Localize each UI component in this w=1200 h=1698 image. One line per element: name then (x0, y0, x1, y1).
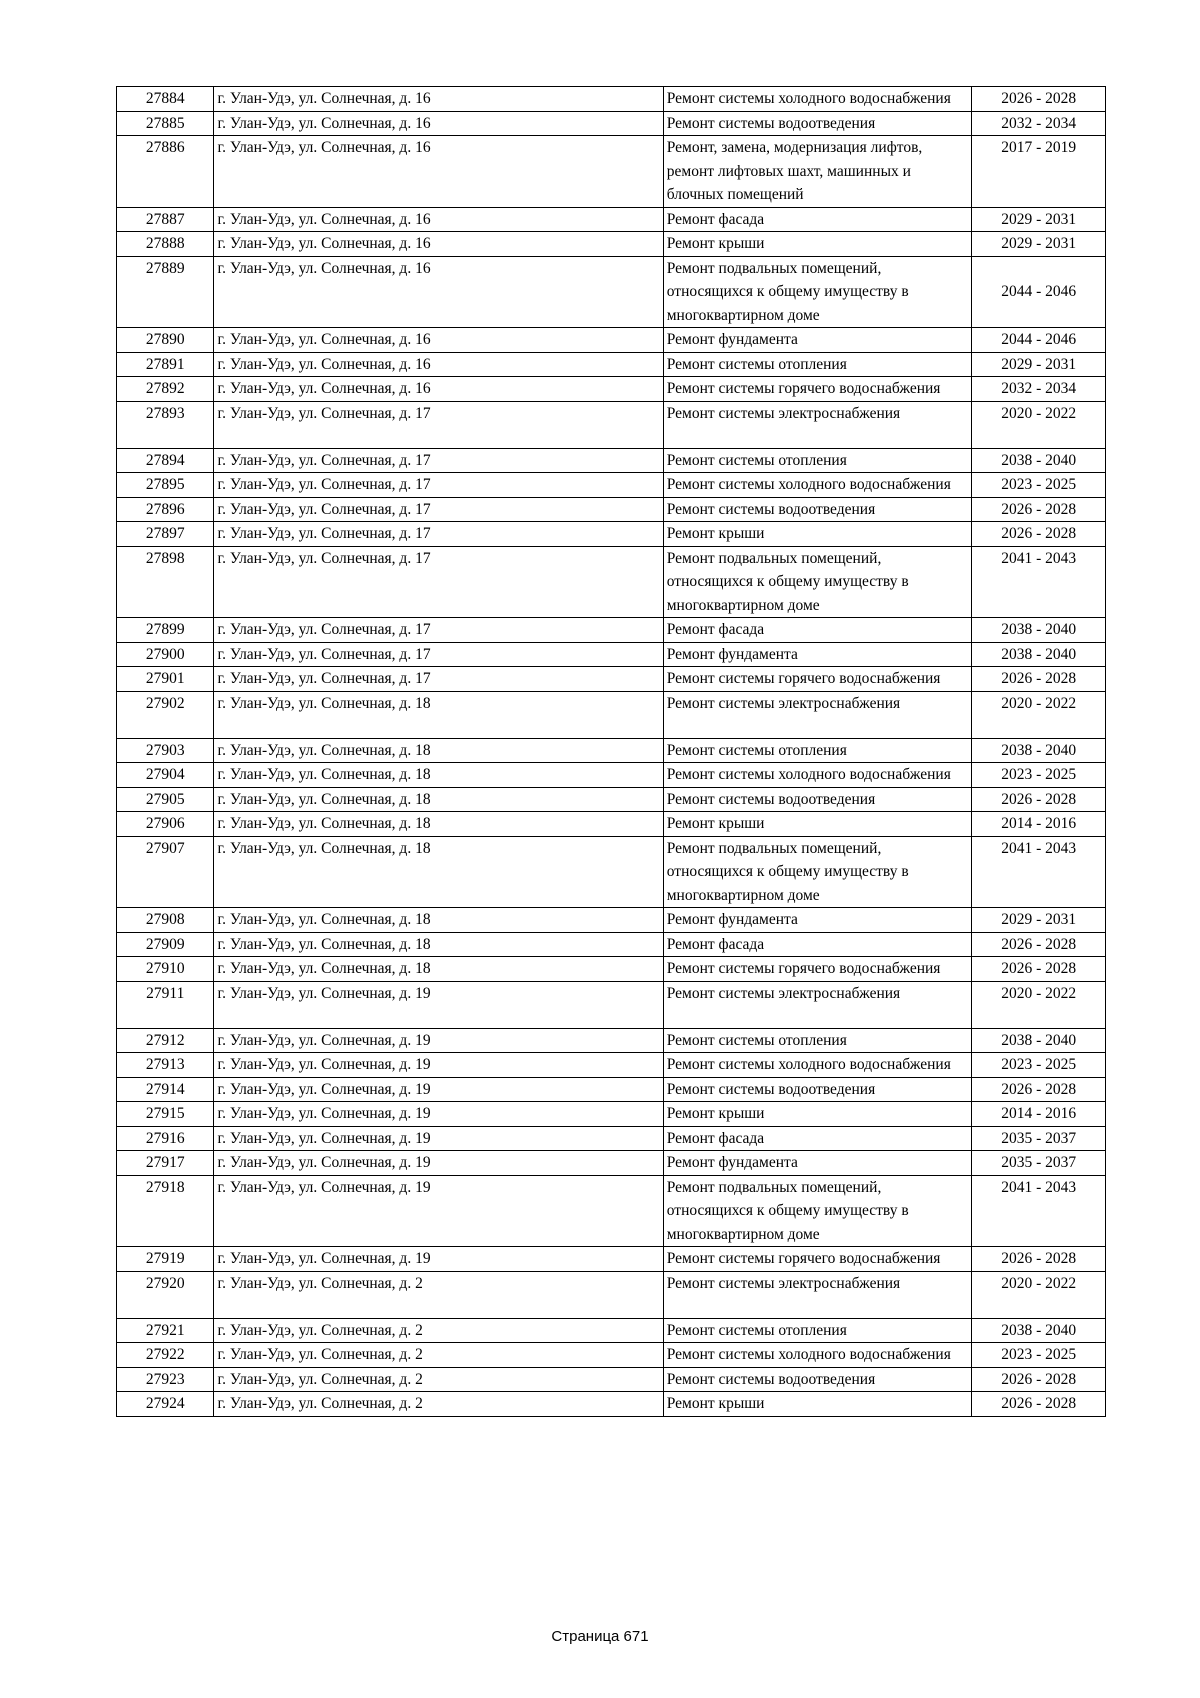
address-cell: г. Улан-Удэ, ул. Солнечная, д. 18 (214, 691, 663, 738)
period-cell: 2026 - 2028 (972, 957, 1106, 982)
address-cell: г. Улан-Удэ, ул. Солнечная, д. 18 (214, 738, 663, 763)
row-id-cell: 27897 (117, 522, 214, 547)
work-type-cell: Ремонт системы отопления (663, 448, 972, 473)
work-type-cell: Ремонт крыши (663, 232, 972, 257)
row-id-cell: 27905 (117, 787, 214, 812)
period-cell: 2026 - 2028 (972, 932, 1106, 957)
period-cell: 2041 - 2043 (972, 836, 1106, 908)
address-cell: г. Улан-Удэ, ул. Солнечная, д. 19 (214, 981, 663, 1028)
work-type-cell: Ремонт системы водоотведения (663, 1367, 972, 1392)
row-id-cell: 27912 (117, 1028, 214, 1053)
table-row (117, 642, 1106, 667)
row-id-cell: 27903 (117, 738, 214, 763)
period-cell: 2026 - 2028 (972, 1367, 1106, 1392)
address-cell: г. Улан-Удэ, ул. Солнечная, д. 16 (214, 136, 663, 208)
period-cell: 2014 - 2016 (972, 812, 1106, 837)
period-cell: 2026 - 2028 (972, 1077, 1106, 1102)
row-id-cell: 27920 (117, 1271, 214, 1318)
period-cell: 2020 - 2022 (972, 1271, 1106, 1318)
period-cell: 2023 - 2025 (972, 763, 1106, 788)
address-cell: г. Улан-Удэ, ул. Солнечная, д. 17 (214, 546, 663, 618)
period-cell: 2014 - 2016 (972, 1102, 1106, 1127)
address-cell: г. Улан-Удэ, ул. Солнечная, д. 2 (214, 1343, 663, 1368)
table-row (117, 957, 1106, 982)
address-cell: г. Улан-Удэ, ул. Солнечная, д. 18 (214, 932, 663, 957)
address-cell: г. Улан-Удэ, ул. Солнечная, д. 18 (214, 836, 663, 908)
table-row (117, 136, 1106, 208)
row-id-cell: 27923 (117, 1367, 214, 1392)
row-id-cell: 27884 (117, 87, 214, 112)
period-cell: 2026 - 2028 (972, 522, 1106, 547)
row-id-cell: 27894 (117, 448, 214, 473)
period-cell: 2020 - 2022 (972, 401, 1106, 448)
address-cell: г. Улан-Удэ, ул. Солнечная, д. 2 (214, 1367, 663, 1392)
row-id-cell: 27898 (117, 546, 214, 618)
period-cell: 2026 - 2028 (972, 667, 1106, 692)
work-type-cell: Ремонт системы отопления (663, 352, 972, 377)
work-type-cell: Ремонт фасада (663, 1126, 972, 1151)
table-row (117, 738, 1106, 763)
row-id-cell: 27908 (117, 908, 214, 933)
work-type-cell: Ремонт крыши (663, 812, 972, 837)
work-type-cell: Ремонт подвальных помещений, относящихся к общему имуществу в многоквартирном доме (663, 836, 972, 908)
table-body (117, 87, 1106, 1417)
address-cell: г. Улан-Удэ, ул. Солнечная, д. 18 (214, 957, 663, 982)
table-row (117, 812, 1106, 837)
work-type-cell: Ремонт системы отопления (663, 1318, 972, 1343)
table-row (117, 448, 1106, 473)
table-row (117, 207, 1106, 232)
period-cell: 2026 - 2028 (972, 1392, 1106, 1417)
period-cell: 2026 - 2028 (972, 787, 1106, 812)
table-row (117, 1318, 1106, 1343)
row-id-cell: 27901 (117, 667, 214, 692)
work-type-cell: Ремонт системы горячего водоснабжения (663, 667, 972, 692)
table-row (117, 981, 1106, 1028)
address-cell: г. Улан-Удэ, ул. Солнечная, д. 16 (214, 232, 663, 257)
period-cell: 2038 - 2040 (972, 642, 1106, 667)
address-cell: г. Улан-Удэ, ул. Солнечная, д. 17 (214, 473, 663, 498)
work-type-cell: Ремонт системы отопления (663, 738, 972, 763)
row-id-cell: 27888 (117, 232, 214, 257)
row-id-cell: 27906 (117, 812, 214, 837)
address-cell: г. Улан-Удэ, ул. Солнечная, д. 19 (214, 1077, 663, 1102)
row-id-cell: 27900 (117, 642, 214, 667)
table-row (117, 473, 1106, 498)
row-id-cell: 27922 (117, 1343, 214, 1368)
period-cell: 2023 - 2025 (972, 1343, 1106, 1368)
address-cell: г. Улан-Удэ, ул. Солнечная, д. 17 (214, 642, 663, 667)
address-cell: г. Улан-Удэ, ул. Солнечная, д. 16 (214, 207, 663, 232)
address-cell: г. Улан-Удэ, ул. Солнечная, д. 19 (214, 1175, 663, 1247)
address-cell: г. Улан-Удэ, ул. Солнечная, д. 17 (214, 497, 663, 522)
row-id-cell: 27910 (117, 957, 214, 982)
work-type-cell: Ремонт системы холодного водоснабжения (663, 1053, 972, 1078)
period-cell: 2038 - 2040 (972, 618, 1106, 643)
address-cell: г. Улан-Удэ, ул. Солнечная, д. 18 (214, 812, 663, 837)
table-row (117, 377, 1106, 402)
address-cell: г. Улан-Удэ, ул. Солнечная, д. 17 (214, 401, 663, 448)
page-number: Страница 671 (551, 1628, 649, 1645)
work-type-cell: Ремонт фундамента (663, 908, 972, 933)
table-row (117, 1126, 1106, 1151)
work-type-cell: Ремонт крыши (663, 522, 972, 547)
work-type-cell: Ремонт подвальных помещений, относящихся к общему имуществу в многоквартирном доме (663, 256, 972, 328)
table-row (117, 836, 1106, 908)
address-cell: г. Улан-Удэ, ул. Солнечная, д. 16 (214, 256, 663, 328)
table-row (117, 1077, 1106, 1102)
table-row (117, 1271, 1106, 1318)
address-cell: г. Улан-Удэ, ул. Солнечная, д. 18 (214, 763, 663, 788)
table-row (117, 1151, 1106, 1176)
work-type-cell: Ремонт подвальных помещений, относящихся к общему имуществу в многоквартирном доме (663, 546, 972, 618)
row-id-cell: 27921 (117, 1318, 214, 1343)
period-cell: 2026 - 2028 (972, 87, 1106, 112)
row-id-cell: 27892 (117, 377, 214, 402)
table-row (117, 232, 1106, 257)
work-type-cell: Ремонт системы горячего водоснабжения (663, 1247, 972, 1272)
table-row (117, 1102, 1106, 1127)
row-id-cell: 27924 (117, 1392, 214, 1417)
row-id-cell: 27899 (117, 618, 214, 643)
row-id-cell: 27891 (117, 352, 214, 377)
period-cell: 2029 - 2031 (972, 352, 1106, 377)
work-type-cell: Ремонт фасада (663, 618, 972, 643)
row-id-cell: 27909 (117, 932, 214, 957)
address-cell: г. Улан-Удэ, ул. Солнечная, д. 19 (214, 1126, 663, 1151)
table-row (117, 908, 1106, 933)
table-row (117, 256, 1106, 328)
address-cell: г. Улан-Удэ, ул. Солнечная, д. 19 (214, 1102, 663, 1127)
period-cell: 2029 - 2031 (972, 908, 1106, 933)
row-id-cell: 27886 (117, 136, 214, 208)
period-cell: 2026 - 2028 (972, 1247, 1106, 1272)
address-cell: г. Улан-Удэ, ул. Солнечная, д. 17 (214, 667, 663, 692)
address-cell: г. Улан-Удэ, ул. Солнечная, д. 16 (214, 377, 663, 402)
table-row (117, 1028, 1106, 1053)
table-row (117, 1175, 1106, 1247)
table-row (117, 1053, 1106, 1078)
work-type-cell: Ремонт системы холодного водоснабжения (663, 763, 972, 788)
table-row (117, 787, 1106, 812)
row-id-cell: 27916 (117, 1126, 214, 1151)
period-cell: 2041 - 2043 (972, 546, 1106, 618)
address-cell: г. Улан-Удэ, ул. Солнечная, д. 17 (214, 522, 663, 547)
row-id-cell: 27915 (117, 1102, 214, 1127)
work-type-cell: Ремонт системы электроснабжения (663, 1271, 972, 1318)
work-type-cell: Ремонт системы водоотведения (663, 1077, 972, 1102)
row-id-cell: 27904 (117, 763, 214, 788)
period-cell: 2029 - 2031 (972, 232, 1106, 257)
period-cell: 2023 - 2025 (972, 1053, 1106, 1078)
row-id-cell: 27885 (117, 111, 214, 136)
period-cell: 2038 - 2040 (972, 1028, 1106, 1053)
period-cell: 2035 - 2037 (972, 1126, 1106, 1151)
row-id-cell: 27918 (117, 1175, 214, 1247)
row-id-cell: 27890 (117, 328, 214, 353)
address-cell: г. Улан-Удэ, ул. Солнечная, д. 2 (214, 1392, 663, 1417)
row-id-cell: 27919 (117, 1247, 214, 1272)
period-cell: 2035 - 2037 (972, 1151, 1106, 1176)
work-type-cell: Ремонт системы холодного водоснабжения (663, 87, 972, 112)
row-id-cell: 27917 (117, 1151, 214, 1176)
period-cell: 2038 - 2040 (972, 738, 1106, 763)
period-cell: 2041 - 2043 (972, 1175, 1106, 1247)
address-cell: г. Улан-Удэ, ул. Солнечная, д. 19 (214, 1247, 663, 1272)
work-type-cell: Ремонт крыши (663, 1392, 972, 1417)
table-row (117, 546, 1106, 618)
period-cell: 2044 - 2046 (972, 328, 1106, 353)
period-cell: 2044 - 2046 (972, 256, 1106, 328)
address-cell: г. Улан-Удэ, ул. Солнечная, д. 16 (214, 87, 663, 112)
table-row (117, 691, 1106, 738)
address-cell: г. Улан-Удэ, ул. Солнечная, д. 16 (214, 111, 663, 136)
table-row (117, 111, 1106, 136)
address-cell: г. Улан-Удэ, ул. Солнечная, д. 16 (214, 352, 663, 377)
work-type-cell: Ремонт фундамента (663, 1151, 972, 1176)
period-cell: 2029 - 2031 (972, 207, 1106, 232)
table-row (117, 932, 1106, 957)
table-row (117, 1392, 1106, 1417)
repair-schedule-table (116, 86, 1106, 1417)
work-type-cell: Ремонт системы холодного водоснабжения (663, 1343, 972, 1368)
table-row (117, 1343, 1106, 1368)
period-cell: 2023 - 2025 (972, 473, 1106, 498)
work-type-cell: Ремонт системы горячего водоснабжения (663, 957, 972, 982)
table-row (117, 1367, 1106, 1392)
period-cell: 2038 - 2040 (972, 448, 1106, 473)
period-cell: 2020 - 2022 (972, 981, 1106, 1028)
address-cell: г. Улан-Удэ, ул. Солнечная, д. 19 (214, 1028, 663, 1053)
work-type-cell: Ремонт системы холодного водоснабжения (663, 473, 972, 498)
work-type-cell: Ремонт системы отопления (663, 1028, 972, 1053)
work-type-cell: Ремонт системы водоотведения (663, 787, 972, 812)
row-id-cell: 27902 (117, 691, 214, 738)
period-cell: 2032 - 2034 (972, 111, 1106, 136)
work-type-cell: Ремонт крыши (663, 1102, 972, 1127)
work-type-cell: Ремонт фасада (663, 932, 972, 957)
period-cell: 2026 - 2028 (972, 497, 1106, 522)
row-id-cell: 27895 (117, 473, 214, 498)
work-type-cell: Ремонт системы электроснабжения (663, 691, 972, 738)
period-cell: 2032 - 2034 (972, 377, 1106, 402)
row-id-cell: 27907 (117, 836, 214, 908)
table-row (117, 352, 1106, 377)
work-type-cell: Ремонт подвальных помещений, относящихся к общему имуществу в многоквартирном доме (663, 1175, 972, 1247)
table-row (117, 522, 1106, 547)
row-id-cell: 27913 (117, 1053, 214, 1078)
work-type-cell: Ремонт системы водоотведения (663, 111, 972, 136)
work-type-cell: Ремонт, замена, модернизация лифтов, ремонт лифтовых шахт, машинных и блочных помещений (663, 136, 972, 208)
table-row (117, 618, 1106, 643)
work-type-cell: Ремонт фундамента (663, 328, 972, 353)
row-id-cell: 27893 (117, 401, 214, 448)
address-cell: г. Улан-Удэ, ул. Солнечная, д. 18 (214, 787, 663, 812)
address-cell: г. Улан-Удэ, ул. Солнечная, д. 17 (214, 618, 663, 643)
address-cell: г. Улан-Удэ, ул. Солнечная, д. 2 (214, 1271, 663, 1318)
table-row (117, 87, 1106, 112)
table-row (117, 763, 1106, 788)
address-cell: г. Улан-Удэ, ул. Солнечная, д. 19 (214, 1151, 663, 1176)
row-id-cell: 27914 (117, 1077, 214, 1102)
work-type-cell: Ремонт системы водоотведения (663, 497, 972, 522)
period-cell: 2017 - 2019 (972, 136, 1106, 208)
row-id-cell: 27896 (117, 497, 214, 522)
work-type-cell: Ремонт фасада (663, 207, 972, 232)
work-type-cell: Ремонт фундамента (663, 642, 972, 667)
period-cell: 2038 - 2040 (972, 1318, 1106, 1343)
work-type-cell: Ремонт системы электроснабжения (663, 401, 972, 448)
table-row (117, 328, 1106, 353)
table-row (117, 667, 1106, 692)
table-row (117, 497, 1106, 522)
address-cell: г. Улан-Удэ, ул. Солнечная, д. 16 (214, 328, 663, 353)
table-row (117, 401, 1106, 448)
address-cell: г. Улан-Удэ, ул. Солнечная, д. 2 (214, 1318, 663, 1343)
row-id-cell: 27911 (117, 981, 214, 1028)
address-cell: г. Улан-Удэ, ул. Солнечная, д. 19 (214, 1053, 663, 1078)
period-cell: 2020 - 2022 (972, 691, 1106, 738)
address-cell: г. Улан-Удэ, ул. Солнечная, д. 17 (214, 448, 663, 473)
work-type-cell: Ремонт системы электроснабжения (663, 981, 972, 1028)
table-row (117, 1247, 1106, 1272)
row-id-cell: 27889 (117, 256, 214, 328)
repair-schedule-table-container (116, 86, 1106, 1417)
work-type-cell: Ремонт системы горячего водоснабжения (663, 377, 972, 402)
row-id-cell: 27887 (117, 207, 214, 232)
address-cell: г. Улан-Удэ, ул. Солнечная, д. 18 (214, 908, 663, 933)
